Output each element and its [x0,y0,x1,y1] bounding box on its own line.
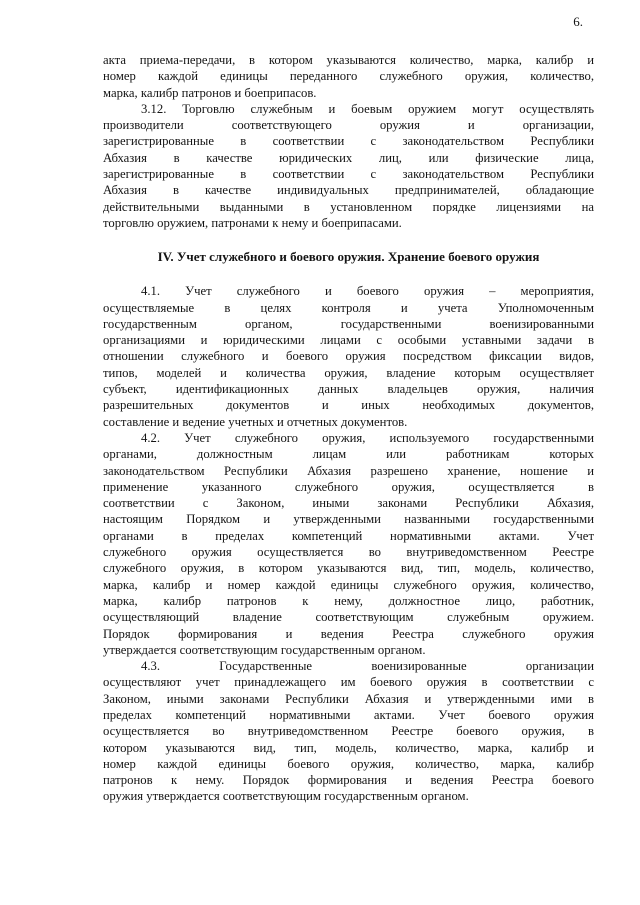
text-line: организациями и юридическими лицами с особыми уставными задачи в [103,333,594,348]
text-line: зарегистрированные в соответствии с законодательством Республики [103,167,594,182]
text-line: 4.3. Государственные военизированные организации [141,659,594,674]
text-line: марка, калибр и номер каждой единицы служебного оружия, количество, [103,577,594,592]
paragraph [103,430,594,658]
text-line: государственным органом, государственными военизированными [103,316,594,331]
text-line: Абхазия в качестве индивидуальных предпринимателей, обладающие [103,183,594,198]
text-line: осуществляют учет принадлежащего им боевого оружия в соответствии с [103,675,594,690]
text-line: осуществляется во внутриведомственном Реестре боевого оружия, в [103,724,594,739]
section-text [103,283,594,805]
text-line: номер каждой единицы боевого оружия, количество, марка, калибр [103,756,594,771]
text-line: марка, калибр патронов и боеприпасов. [103,85,317,100]
text-line: зарегистрированные в соответствии с законодательством Республики [103,134,594,149]
paragraph [103,283,594,430]
text-line: настоящим Порядком и утвержденными названными государственными [103,512,594,527]
text-line: применение указанного служебного оружия, осуществляется в [103,479,594,494]
paragraph [103,101,594,231]
section-heading: IV. Учет служебного и боевого оружия. Хранение боевого оружия [157,249,540,265]
text-line: осуществляемые в целях контроля и учета Уполномоченным [103,300,594,315]
text-line: законодательством Республики Абхазия разрешено хранение, ношение и [103,463,594,478]
text-line: 4.1. Учет служебного и боевого оружия – мероприятия, [141,284,594,299]
text-line: действительными выданными в установленном порядке лицензиями на [103,199,594,214]
paragraph [103,658,594,805]
document-body [103,52,594,805]
paragraph [103,52,594,101]
text-line: 4.2. Учет служебного оружия, используемого государственными [141,430,594,445]
text-line: марка, калибр патронов к нему, должностное лицо, работник, [103,593,594,608]
text-line: пределах компетенций нормативными актами. Учет боевого оружия [103,707,594,722]
text-line: патронов к нему. Порядок формирования и ведения Реестра боевого [103,773,594,788]
text-line: органами в пределах компетенций нормативными актами. Учет [103,528,594,543]
text-line: соответствии с Законом, иными законами Республики Абхазия, [103,496,594,511]
text-line: служебного оружия, в котором указываются вид, тип, модель, количество, [103,561,594,576]
text-line: утверждается соответствующим государственным органом. [103,642,426,657]
text-line: номер каждой единицы переданного служебного оружия, количество, [103,69,594,84]
text-line: оружия утверждается соответствующим государственным органом. [103,789,469,804]
text-line: 3.12. Торговлю служебным и боевым оружием могут осуществлять [141,101,594,116]
text-line: типов, моделей и количества оружия, владение которым осуществляет [103,365,594,380]
text-line: котором указываются вид, тип, модель, количество, марка, калибр и [103,740,594,755]
text-line: акта приема-передачи, в котором указываются количество, марка, калибр и [103,53,594,67]
text-line: производители соответствующего оружия и организации, [103,118,594,133]
text-line: торговлю оружием, патронами к нему и боеприпасами. [103,215,402,230]
text-line: составление и ведение учетных и отчетных документов. [103,414,408,429]
text-line: субъект, идентификационных данных владельцев оружия, наличия [103,382,594,397]
text-line: служебного оружия осуществляется во внутриведомственном Реестре [103,545,594,560]
text-line: Абхазия в качестве юридических лиц, или физические лица, [103,150,594,165]
text-line: отношении служебного и боевого оружия посредством фиксации видов, [103,349,594,364]
text-line: Порядок формирования и ведения Реестра служебного оружия [103,626,594,641]
pre-section-text [103,52,594,231]
text-line: Законом, иными законами Республики Абхазия и утвержденными ими в [103,691,594,706]
text-line: осуществляющий владение соответствующим служебным оружием. [103,610,594,625]
text-line: разрешительных документов и иных необходимых документов, [103,398,594,413]
page-number: 6. [573,14,583,29]
text-line: органами, должностным лицам или работникам которых [103,447,594,462]
